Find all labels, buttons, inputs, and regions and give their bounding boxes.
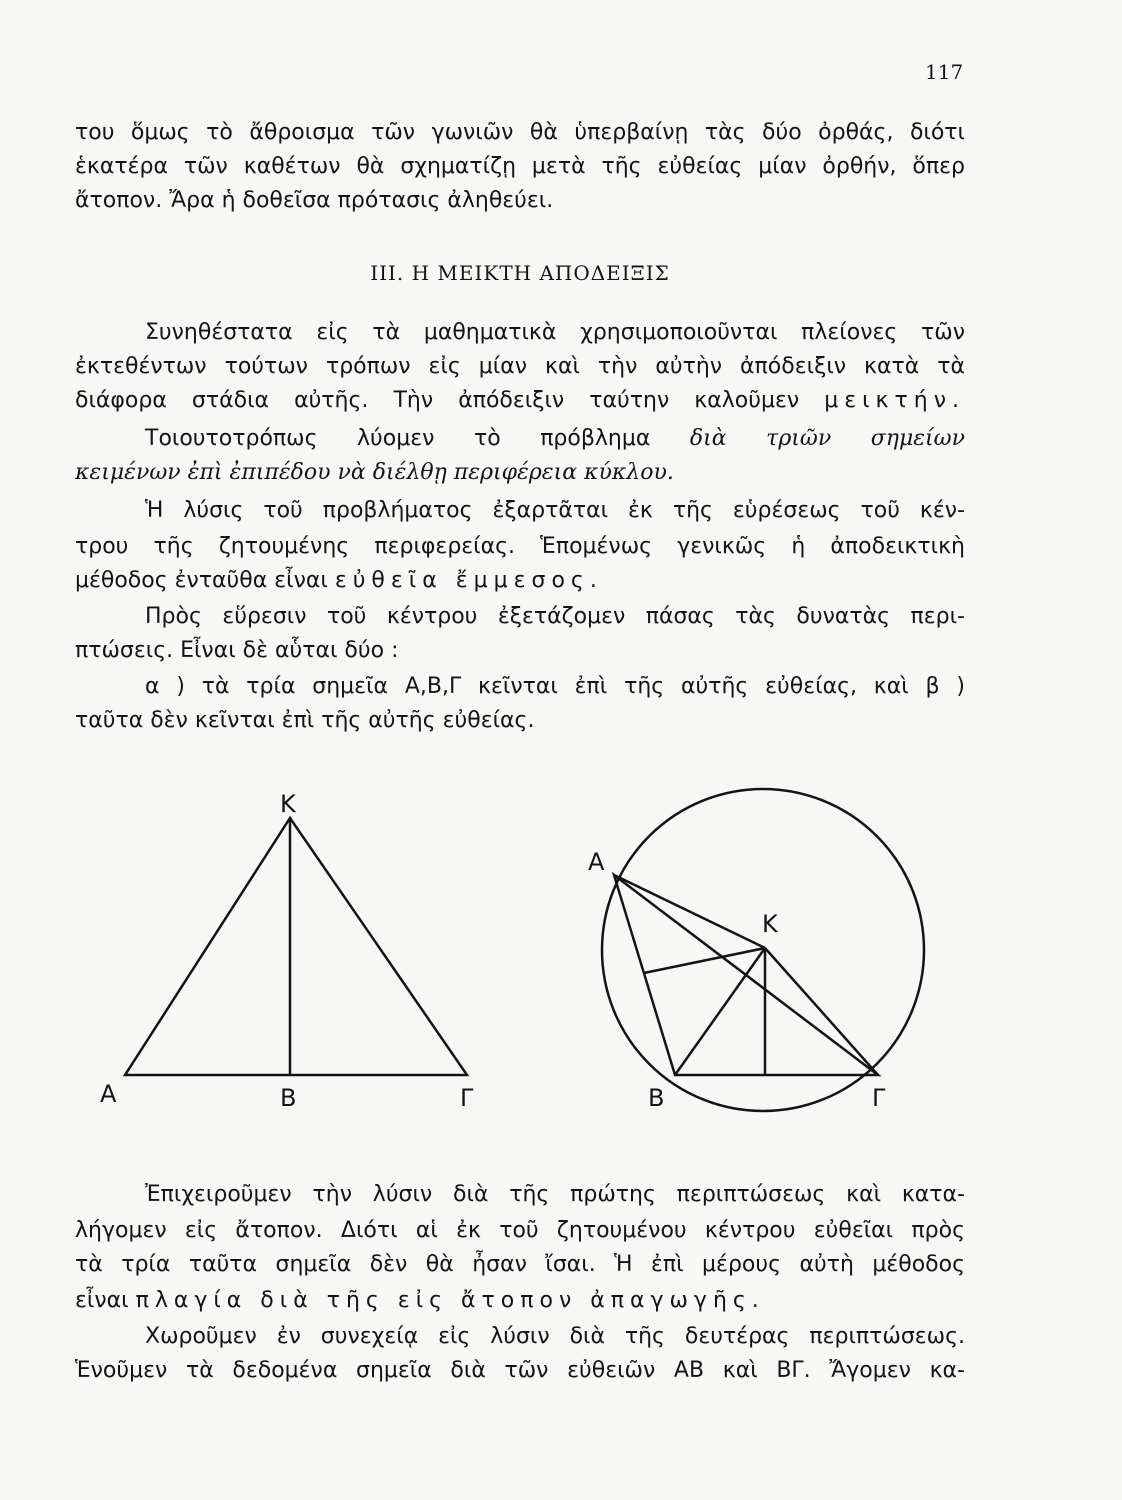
emphasis-text: μεικτήν. xyxy=(824,388,965,413)
triangle-figure xyxy=(90,780,490,1120)
text-segment: εἶναι xyxy=(75,1288,136,1313)
emphasis-text: εὐθεῖα ἔμμεσος. xyxy=(334,568,603,593)
text-line: πτώσεις. Εἶναι δὲ αὗται δύο : xyxy=(75,638,399,663)
text-line xyxy=(75,386,965,416)
triangle-outline xyxy=(125,818,467,1075)
radius-ka xyxy=(614,875,765,948)
text-line: τρου τῆς ζητουμένης περιφερείας. Ἑπομένως γενικῶς ἡ ἀποδεικτικὴ xyxy=(75,534,965,559)
text-line: Ἡ λύσις τοῦ προβλήματος ἐξαρτᾶται ἐκ τῆς εὑρέσεως τοῦ κέν- xyxy=(145,498,965,523)
text-line: Ἐπιχειροῦμεν τὴν λύσιν διὰ τῆς πρώτης περιπτώσεως καὶ κατα- xyxy=(145,1182,965,1207)
point-label-g: Γ xyxy=(872,1084,886,1112)
radius-kg xyxy=(765,948,878,1075)
text-line: λήγομεν εἰς ἄτοπον. Διότι αἱ ἐκ τοῦ ζητουμένου κέντρου εὐθεῖαι πρὸς xyxy=(75,1218,965,1243)
point-label-k: Κ xyxy=(762,910,778,938)
italic-text: διὰ τριῶν σημείων xyxy=(689,426,965,451)
text-line: Χωροῦμεν ἐν συνεχείᾳ εἰς λύσιν διὰ τῆς δευτέρας περιπτώσεως. xyxy=(145,1324,965,1349)
section-heading: III. Η ΜΕΙΚΤΗ ΑΠΟΔΕΙΞΙΣ xyxy=(370,261,670,285)
point-label-a: Α xyxy=(100,1080,117,1108)
text-line xyxy=(75,1286,965,1316)
text-segment: διάφορα στάδια αὐτῆς. Τὴν ἀπόδειξιν ταύτην καλοῦμεν xyxy=(75,388,825,413)
emphasis-text: πλαγία διὰ τῆς εἰς ἄτοπον ἀπαγωγῆς. xyxy=(135,1288,765,1313)
text-segment: μέθοδος ἐνταῦθα εἶναι xyxy=(75,568,335,593)
text-line: ἄτοπον. Ἄρα ἡ δοθεῖσα πρότασις ἀληθεύει. xyxy=(75,188,554,213)
text-line: α ) τὰ τρία σημεῖα Α,Β,Γ κεῖνται ἐπὶ τῆς αὐτῆς εὐθείας, καὶ β ) xyxy=(145,674,965,699)
text-line: Συνηθέστατα εἰς τὰ μαθηματικὰ χρησιμοποιοῦνται πλείονες τῶν xyxy=(145,320,965,345)
text-line: Πρὸς εὕρεσιν τοῦ κέντρου ἐξετάζομεν πάσας τὰς δυνατὰς περι- xyxy=(145,604,965,629)
point-label-k: Κ xyxy=(280,790,296,818)
text-line: ταῦτα δὲν κεῖνται ἐπὶ τῆς αὐτῆς εὐθείας. xyxy=(75,708,535,733)
perpendicular-ab xyxy=(644,948,765,973)
italic-text-line: κειμένων ἐπὶ ἐπιπέδου νὰ διέλθῃ περιφέρεια κύκλου. xyxy=(75,460,674,485)
page-number: 117 xyxy=(925,60,964,84)
text-line: ἑκατέρα τῶν καθέτων θὰ σχηματίζῃ μετὰ τῆς εὐθείας μίαν ὀρθήν, ὅπερ xyxy=(75,154,965,179)
radius-kb xyxy=(675,948,765,1075)
text-line xyxy=(75,566,965,596)
text-line xyxy=(145,424,965,454)
point-label-a: Α xyxy=(588,848,605,876)
text-line: του ὅμως τὸ ἄθροισμα τῶν γωνιῶν θὰ ὑπερβαίνῃ τὰς δύο ὀρθάς, διότι xyxy=(75,120,965,145)
point-label-b: Β xyxy=(648,1084,665,1112)
text-line: ἐκτεθέντων τούτων τρόπων εἰς μίαν καὶ τὴν αὐτὴν ἀπόδειξιν κατὰ τὰ xyxy=(75,354,965,379)
text-segment: Τοιουτοτρόπως λύομεν τὸ πρόβλημα xyxy=(145,426,690,451)
point-label-b: Β xyxy=(280,1084,297,1112)
text-line: τὰ τρία ταῦτα σημεῖα δὲν θὰ ἦσαν ἴσαι. Ἡ ἐπὶ μέρους αὐτὴ μέθοδος xyxy=(75,1252,965,1277)
circle-figure xyxy=(580,780,980,1120)
text-line: Ἑνοῦμεν τὰ δεδομένα σημεῖα διὰ τῶν εὐθειῶν ΑΒ καὶ ΒΓ. Ἄγομεν κα- xyxy=(75,1358,965,1383)
point-label-g: Γ xyxy=(460,1084,474,1112)
